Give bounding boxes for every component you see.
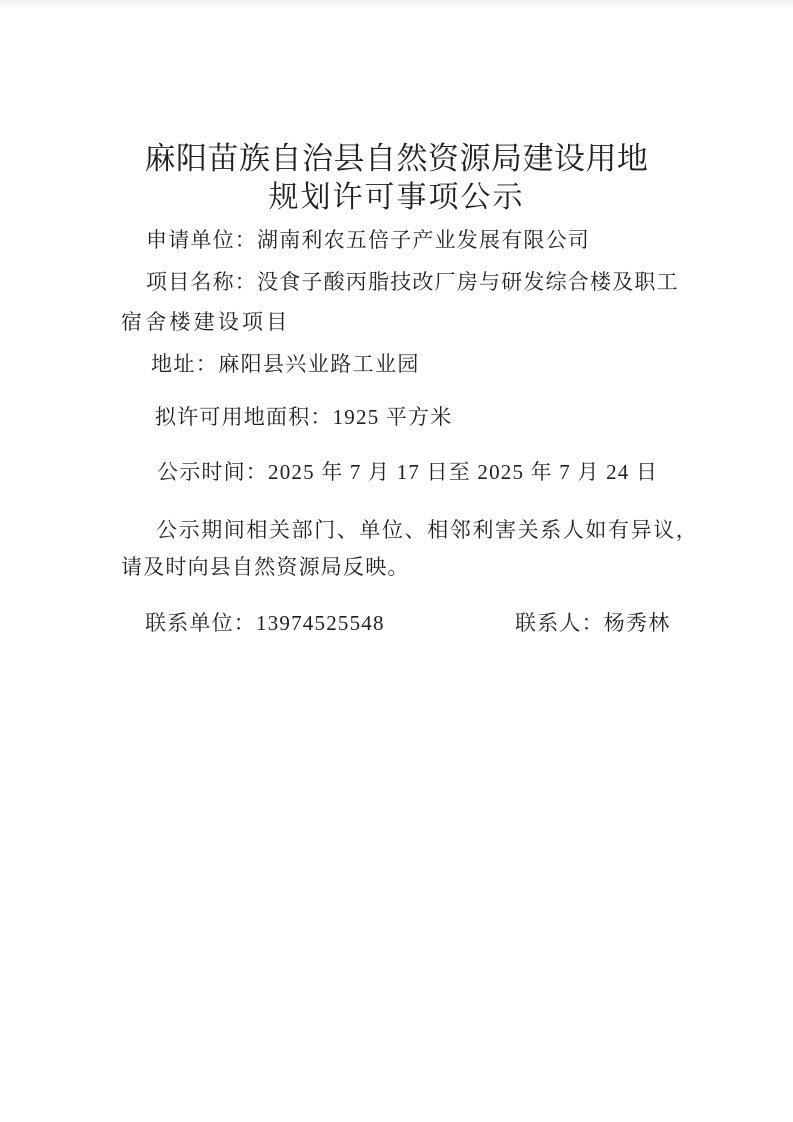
notice-title-line1: 麻阳苗族自治县自然资源局建设用地 (144, 141, 649, 176)
project-name-line2: 宿舍楼建设项目 (121, 310, 291, 334)
address-line: 地址：麻阳县兴业路工业园 (151, 352, 420, 376)
applicant-unit-line: 申请单位：湖南利农五倍子产业发展有限公司 (146, 228, 590, 252)
project-name-line1: 项目名称：没食子酸丙脂技改厂房与研发综合楼及职工 (146, 270, 679, 294)
notice-title-line2: 规划许可事项公示 (268, 181, 525, 214)
contact-person-name: 联系人：杨秀林 (515, 611, 671, 635)
notice-period-line: 公示时间：2025 年 7 月 17 日至 2025 年 7 月 24 日 (157, 460, 659, 484)
permitted-land-area-line: 拟许可用地面积：1925 平方米 (155, 405, 453, 429)
page-top-edge-shading (0, 0, 793, 8)
contact-unit-phone: 联系单位：13974525548 (145, 611, 385, 635)
objection-instructions-line1: 公示期间相关部门、单位、相邻利害关系人如有异议， (156, 518, 699, 542)
objection-instructions-line2: 请及时向县自然资源局反映。 (121, 555, 410, 579)
